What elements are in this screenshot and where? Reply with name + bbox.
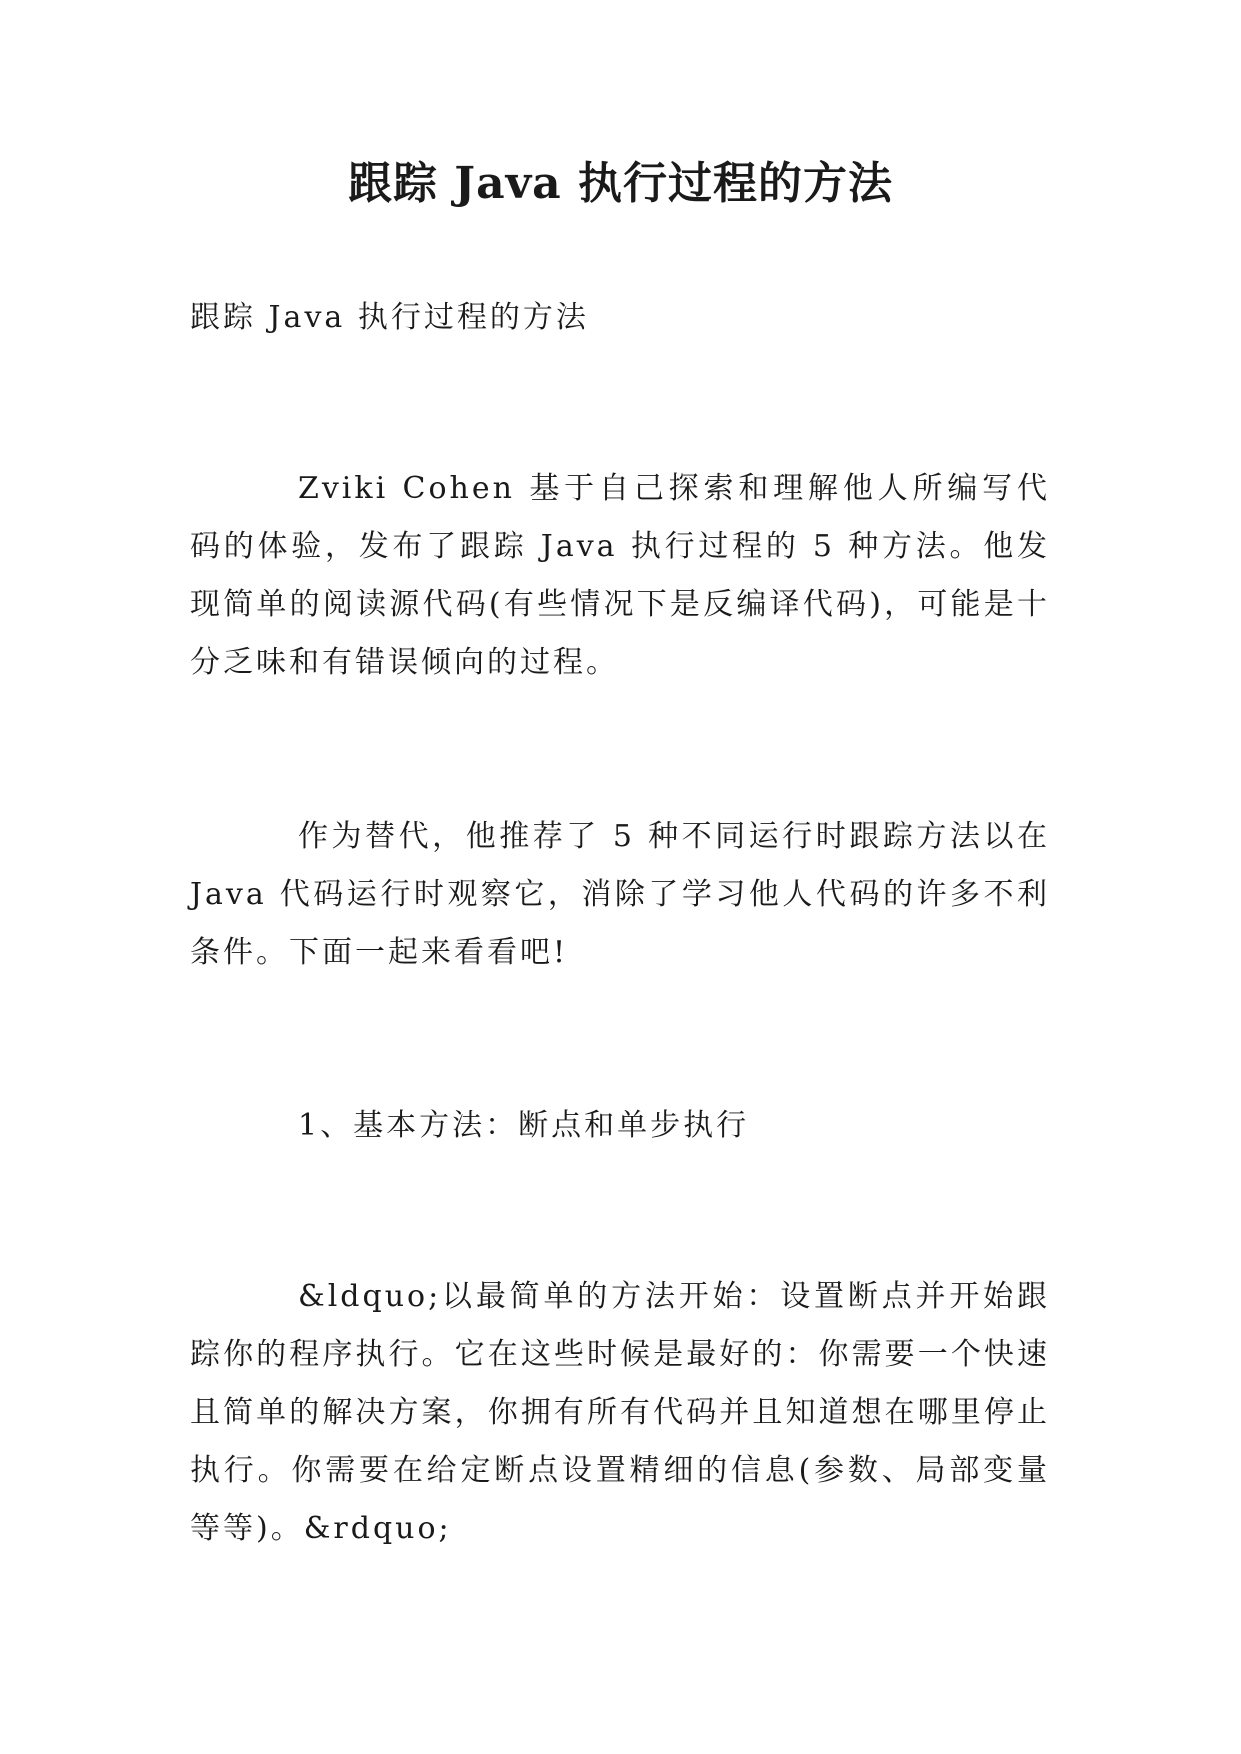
document-title: 跟踪 Java 执行过程的方法	[347, 158, 894, 209]
document-subtitle: 跟踪 Java 执行过程的方法	[190, 300, 589, 335]
section-heading-basic-method: 1、基本方法：断点和单步执行	[298, 1108, 750, 1143]
paragraph-intro: Zviki Cohen 基于自己探索和理解他人所编写代码的体验，发布了跟踪 Java 执行过程的 5 种方法。他发现简单的阅读源代码(有些情况下是反编译代码)，可能是十分乏味和有错误倾向的过程。	[190, 471, 1050, 680]
paragraph-basic-method: &ldquo;以最简单的方法开始：设置断点并开始跟踪你的程序执行。它在这些时候是最好的：你需要一个快速且简单的解决方案，你拥有所有代码并且知道想在哪里停止执行。你需要在给定断点设置精细的信息(参数、局部变量等等)。&rdquo;	[190, 1279, 1050, 1546]
paragraph-alternative: 作为替代，他推荐了 5 种不同运行时跟踪方法以在 Java 代码运行时观察它，消除了学习他人代码的许多不利条件。下面一起来看看吧!	[190, 819, 1050, 970]
